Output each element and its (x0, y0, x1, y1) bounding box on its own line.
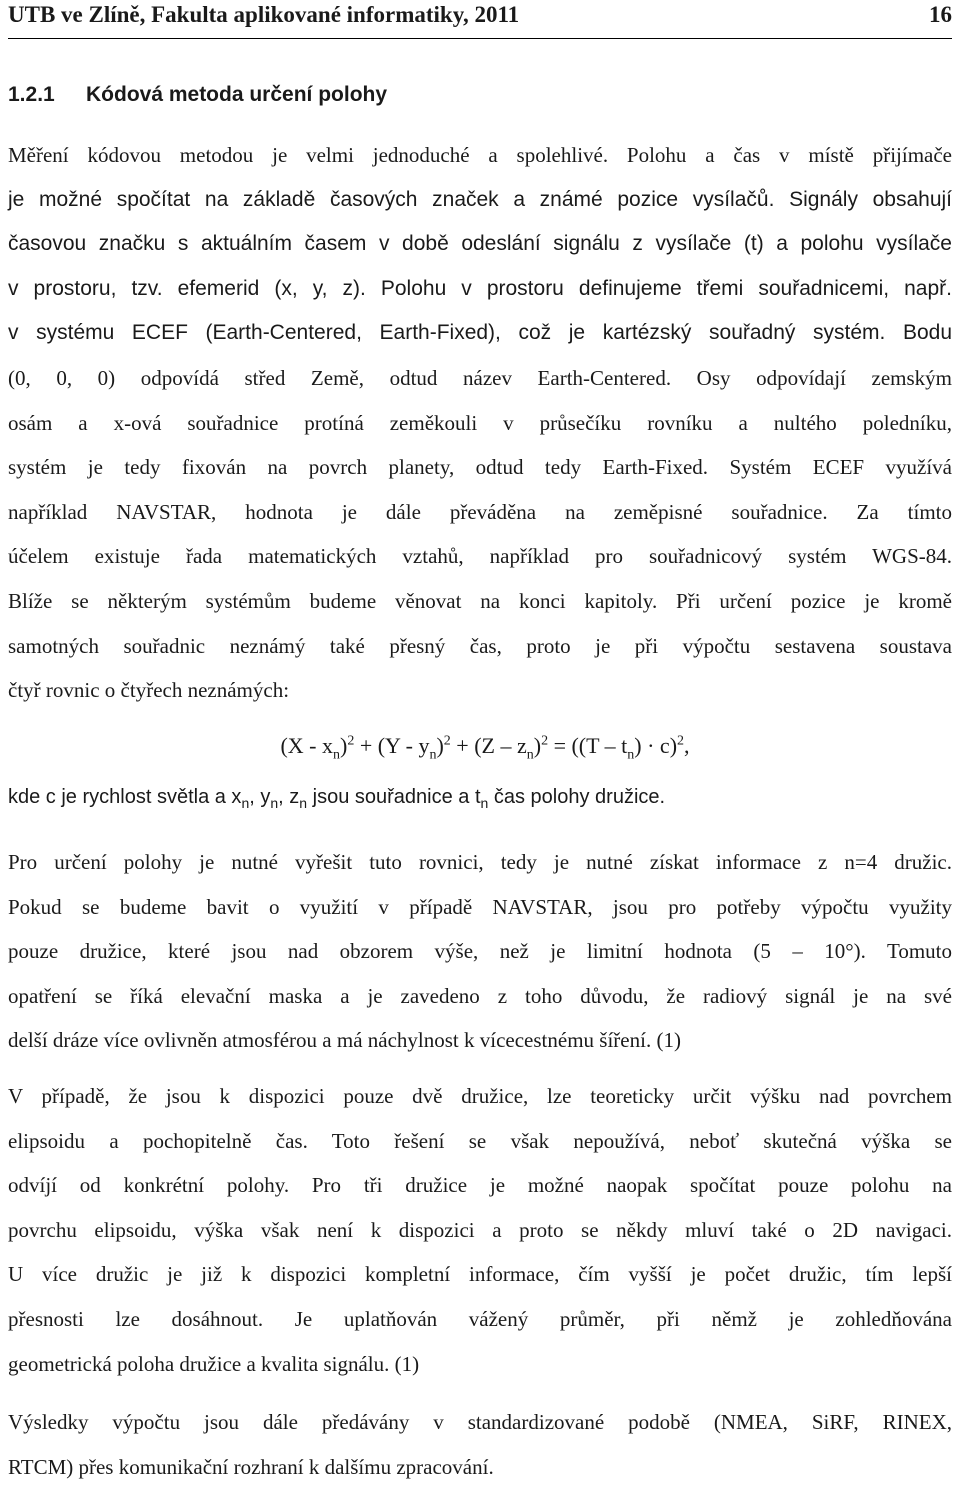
paragraph-line: Měření kódovou metodou je velmi jednoduché a spolehlivé. Polohu a čas v místě přijímače (8, 143, 952, 167)
paragraph-line: Pro určení polohy je nutné vyřešit tuto rovnici, tedy je nutné získat informace z n=4 družic. (8, 850, 952, 874)
paragraph-line: V případě, že jsou k dispozici pouze dvě družice, lze teoreticky určit výšku nad povrchem (8, 1084, 952, 1108)
equation-explanation: kde c je rychlost světla a $x_n$, $y_n$, $z_n$ jsou souřadnice a $t_n$ čas polohy družice. (8, 786, 666, 811)
paragraph-line: Výsledky výpočtu jsou dále předávány v standardizované podobě (NMEA, SiRF, RINEX, (8, 1410, 952, 1434)
paragraph-line: povrchu elipsoidu, výška však není k dispozici a proto se někdy mluví také o 2D navigaci. (8, 1217, 952, 1242)
paragraph-line: samotných souřadnic neznámý také přesný čas, proto je při výpočtu sestavena soustava (8, 633, 952, 658)
paragraph-line: Blíže se některým systémům budeme věnovat na konci kapitoly. Při určení pozice je kromě (8, 588, 952, 613)
paragraph-satellites (8, 840, 952, 1063)
paragraph-line: přesnosti lze dosáhnout. Je uplatňován vážený průměr, při němž je zohledňována (8, 1306, 952, 1331)
header-title: UTB ve Zlíně, Fakulta aplikované informatiky, 2011 (8, 2, 520, 27)
paragraph-line: například NAVSTAR, hodnota je dále převáděna na zeměpisné souřadnice. Za tímto (8, 499, 952, 524)
paragraph-line: pouze družice, které jsou nad obzorem výše, než je limitní hodnota (5 – 10°). Tomuto (8, 939, 952, 964)
section-title: Kódová metoda určení polohy (86, 83, 388, 106)
paragraph-line: RTCM) přes komunikační rozhraní k dalšímu zpracování. (8, 1454, 494, 1479)
paragraph-line: (0, 0, 0) odpovídá střed Země, odtud název Earth-Centered. Osy odpovídají zemským (8, 365, 952, 390)
page-header (8, 0, 952, 39)
paragraph-intro (8, 133, 952, 713)
paragraph-line: systém je tedy fixován na povrch planety, odtud tedy Earth-Fixed. Systém ECEF využívá (8, 455, 952, 480)
paragraph-two-satellites (8, 1074, 952, 1386)
section-heading (8, 83, 387, 107)
paragraph-line: geometrická poloha družice a kvalita signálu. (1) (8, 1351, 420, 1376)
paragraph-line: časovou značku s aktuálním časem v době odeslání signálu z vysílače (t) a polohu vysílače (8, 232, 952, 256)
paragraph-line: v systému ECEF (Earth-Centered, Earth-Fixed), což je kartézský souřadný systém. Bodu (8, 321, 952, 345)
paragraph-line: je možné spočítat na základě časových značek a známé pozice vysílačů. Signály obsahují (8, 187, 952, 211)
section-number: 1.2.1 (8, 83, 55, 106)
paragraph-line: delší dráze více ovlivněn atmosférou a má náchylnost k vícecestnému šíření. (1) (8, 1028, 681, 1053)
paragraph-output (8, 1400, 952, 1489)
paragraph-line: Pokud se budeme bavit o využití v případě NAVSTAR, jsou pro potřeby výpočtu využity (8, 894, 952, 919)
position-equation: $(X - x_n)^2 + (Y - y_n)^2 + (Z - z_n)^2 = ((T - t_n) \cdot c)^2$, (280, 733, 690, 763)
page-number: 16 (929, 2, 952, 27)
paragraph-line: osám a x-ová souřadnice protíná zeměkouli v průsečíku rovníku a nultého poledníku, (8, 410, 952, 435)
paragraph-line: čtyř rovnic o čtyřech neznámých: (8, 678, 290, 703)
paragraph-line: v prostoru, tzv. efemerid (x, y, z). Polohu v prostoru definujeme třemi souřadnicemi, např. (8, 276, 952, 300)
paragraph-line: U více družic je již k dispozici kompletní informace, čím vyšší je počet družic, tím lepší (8, 1262, 952, 1287)
paragraph-line: odvíjí od konkrétní polohy. Pro tři družice je možné naopak spočítat pouze polohu na (8, 1173, 952, 1198)
paragraph-line: elipsoidu a pochopitelně čas. Toto řešení se však nepoužívá, neboť skutečná výška se (8, 1128, 952, 1153)
paragraph-line: účelem existuje řada matematických vztahů, například pro souřadnicový systém WGS-84. (8, 544, 952, 569)
paragraph-line: opatření se říká elevační maska a je zavedeno z toho důvodu, že radiový signál je na své (8, 983, 952, 1008)
